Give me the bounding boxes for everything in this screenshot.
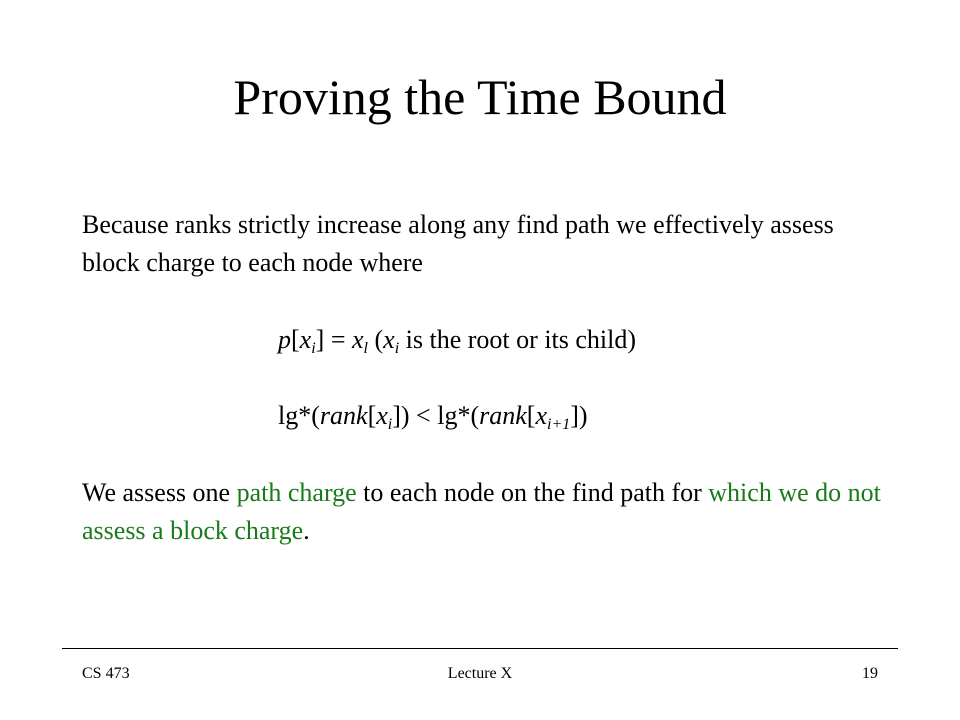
subscript-i: i (387, 416, 393, 433)
p-symbol: p (278, 325, 291, 354)
footer-divider (62, 648, 898, 649)
footer-course: CS 473 (82, 665, 130, 682)
lg-star-open: lg*( (278, 401, 320, 430)
footer-page-number: 19 (862, 665, 878, 682)
para2-part2: to each node on the find path for (356, 478, 709, 507)
intro-paragraph: Because ranks strictly increase along any find path we effectively assess block charge to each node where (82, 210, 834, 277)
x-symbol: x (376, 401, 388, 430)
para2-period: . (303, 516, 310, 545)
bracket-open: [ (367, 401, 377, 430)
rank-inequality-formula (278, 397, 588, 435)
x-symbol: x (299, 325, 312, 354)
closing-brackets: ]) (570, 401, 588, 430)
no-block-charge-highlight: which we do not assess a block charge (82, 478, 881, 545)
less-than-lg-star: ]) < lg*( (392, 401, 480, 430)
formula-remark: is the root or its child) (399, 325, 637, 354)
subscript-l: l (363, 340, 368, 357)
footer-lecture: Lecture X (447, 665, 513, 682)
rank-word: rank (319, 401, 368, 430)
subscript-i: i (311, 340, 316, 357)
x-symbol: x (535, 401, 547, 430)
bracket-open: [ (526, 401, 536, 430)
bracket-open: [ (291, 325, 300, 354)
parent-condition-formula (278, 321, 636, 359)
x-symbol: x (352, 325, 364, 354)
path-charge-highlight: path charge (236, 478, 357, 507)
rank-word: rank (479, 401, 527, 430)
subscript-i: i (394, 340, 400, 357)
x-symbol: x (383, 325, 395, 354)
bracket-close-equals: ] = (315, 325, 352, 354)
para2-part1: We assess one (82, 478, 237, 507)
open-paren: ( (368, 325, 384, 354)
path-charge-paragraph (82, 474, 882, 550)
subscript-i-plus-1: i+1 (547, 416, 571, 433)
slide-title: Proving the Time Bound (233, 69, 727, 125)
